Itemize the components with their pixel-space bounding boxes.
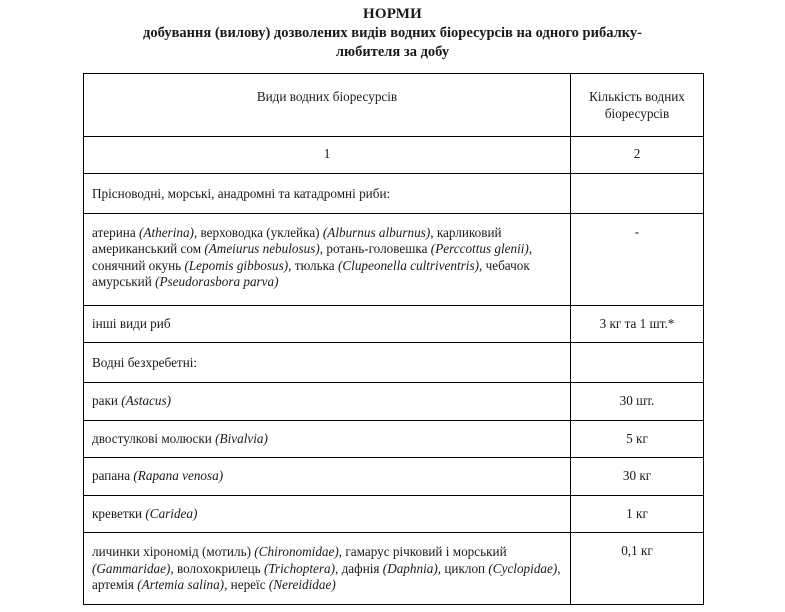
table-cell-group-label: Прісноводні, морські, анадромні та катадромні риби:: [84, 173, 571, 213]
table-row: [84, 213, 704, 305]
table-cell-species: двостулкові молюски (Bivalvia): [84, 420, 571, 458]
table-cell-amount: 3 кг та 1 шт.*: [571, 305, 704, 343]
column-number-amount: 2: [571, 137, 704, 174]
table-row: [84, 458, 704, 496]
page-title: НОРМИ: [362, 6, 423, 22]
page-subtitle: добування (вилову) дозволених видів водних біоресурсів на одного рибалку-любителя за добу: [143, 25, 642, 60]
table-cell-group-label: Водні безхребетні:: [84, 343, 571, 383]
table-cell-species: атерина (Atherina), верховодка (уклейка) (Alburnus alburnus), карликовий американський сом (Ameiurus nebulosus), ротань-головешка (Perccottus glenii), сонячний окунь (Lepomis gibbosus), тюлька (Clupeonella cultriventris), чебачок амурський (Pseudorasbora parva): [84, 213, 571, 305]
document-title-block: [0, 0, 785, 62]
table-row: [84, 173, 704, 213]
table-row: [84, 420, 704, 458]
table-body: [84, 173, 704, 604]
norms-table-container: [83, 73, 703, 605]
table-cell-species: раки (Astacus): [84, 383, 571, 421]
norms-table: [83, 73, 704, 605]
table-cell-amount: 5 кг: [571, 420, 704, 458]
table-cell-species: личинки хірономід (мотиль) (Chironomidae), гамарус річковий і морський (Gammaridae), волохокрилець (Trichoptera), дафнія (Daphnia), циклоп (Cyclopidae), артемія (Artemia salina), нереїс (Nereididae): [84, 533, 571, 605]
table-row: [84, 343, 704, 383]
table-cell-amount: 30 кг: [571, 458, 704, 496]
column-header-amount: Кількість водних біоресурсів: [571, 74, 704, 137]
table-column-number-row: [84, 137, 704, 174]
table-row: [84, 495, 704, 533]
table-row: [84, 305, 704, 343]
column-header-species: Види водних біоресурсів: [84, 74, 571, 137]
table-cell-amount: 1 кг: [571, 495, 704, 533]
column-number-species: 1: [84, 137, 571, 174]
table-header: [84, 74, 704, 174]
table-cell-amount: 30 шт.: [571, 383, 704, 421]
table-cell-amount: 0,1 кг: [571, 533, 704, 605]
table-row: [84, 383, 704, 421]
table-cell-species: інші види риб: [84, 305, 571, 343]
table-cell-amount: [571, 173, 704, 213]
table-cell-species: рапана (Rapana venosa): [84, 458, 571, 496]
table-cell-amount: -: [571, 213, 704, 305]
table-cell-amount: [571, 343, 704, 383]
table-header-row: [84, 74, 704, 137]
table-cell-species: креветки (Caridea): [84, 495, 571, 533]
table-row: [84, 533, 704, 605]
